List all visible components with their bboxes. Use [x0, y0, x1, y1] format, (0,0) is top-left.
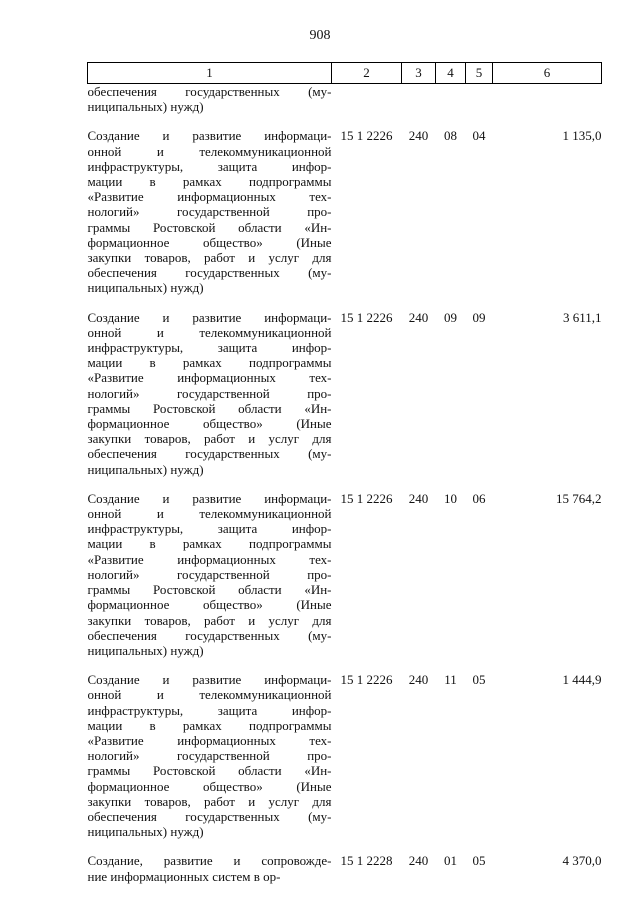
description-line: формационное общество» (Иные: [87, 778, 332, 794]
page-number: 908: [309, 28, 331, 43]
description-line: нологий» государственной про-: [87, 204, 332, 220]
description-line: мации в рамках подпрограммы: [87, 355, 332, 371]
section-code: 08: [444, 128, 457, 144]
target-article-code: 15 1 2226: [340, 672, 393, 688]
section-code: 01: [444, 853, 457, 869]
subsection-code: [466, 84, 493, 115]
description-line: закупки товаров, работ и услуг для: [87, 612, 332, 628]
description-line: Создание, развитие и сопровожде-: [87, 853, 332, 869]
table-row: [88, 84, 602, 115]
description-line: граммы Ростовской области «Ин-: [87, 219, 332, 235]
description-line: нологий» государственной про-: [87, 385, 332, 401]
description-line: граммы Ростовской области «Ин-: [87, 763, 332, 779]
description-line: закупки товаров, работ и услуг для: [87, 431, 332, 447]
subsection-code: 06: [472, 490, 486, 506]
description-line: ниципальных) нужд): [87, 824, 204, 840]
description-line: Создание и развитие информаци-: [87, 128, 332, 144]
description-line: онной и телекоммуникационной: [87, 506, 332, 522]
header-col-4: 4: [436, 63, 466, 84]
amount-value: 15 764,2: [556, 490, 602, 506]
header-col-5: 5: [466, 63, 493, 84]
subsection-code: 04: [472, 128, 486, 144]
description-line: онной и телекоммуникационной: [87, 687, 332, 703]
amount-value: [493, 84, 602, 115]
description-line: обеспечения государственных (му-: [87, 808, 332, 824]
description-line: формационное общество» (Иные: [87, 416, 332, 432]
section-code: [436, 84, 466, 115]
header-col-1: 1: [88, 63, 332, 84]
description-line: онной и телекоммуникационной: [87, 143, 332, 159]
description-line: ние информационных систем в ор-: [87, 868, 281, 884]
description-line: инфраструктуры, защита инфор-: [87, 702, 332, 718]
description-line: нологий» государственной про-: [87, 566, 332, 582]
description-line: мации в рамках подпрограммы: [87, 717, 332, 733]
description-line: «Развитие информационных тех-: [87, 189, 332, 205]
description-line: формационное общество» (Иные: [87, 597, 332, 613]
row-description: [88, 658, 332, 839]
description-line: обеспечения государственных (му-: [87, 446, 332, 462]
section-code: 09: [444, 309, 457, 325]
expense-type-code: 240: [408, 128, 429, 144]
target-article-code: [332, 84, 402, 115]
description-line: Создание и развитие информаци-: [87, 490, 332, 506]
description-line: мации в рамках подпрограммы: [87, 174, 332, 190]
description-line: обеспечения государственных (му-: [87, 84, 332, 99]
header-col-2: 2: [332, 63, 402, 84]
target-article-code: 15 1 2226: [340, 490, 393, 506]
description-line: ниципальных) нужд): [87, 99, 204, 115]
description-line: граммы Ростовской области «Ин-: [87, 400, 332, 416]
table-row: [88, 477, 602, 658]
description-line: нологий» государственной про-: [87, 748, 332, 764]
table-row: [88, 296, 602, 477]
description-line: онной и телекоммуникационной: [87, 324, 332, 340]
expense-type-code: [402, 84, 436, 115]
expense-type-code: 240: [408, 309, 429, 325]
description-line: «Развитие информационных тех-: [87, 732, 332, 748]
subsection-code: 05: [472, 853, 486, 869]
expense-type-code: 240: [408, 672, 429, 688]
target-article-code: 15 1 2228: [340, 853, 393, 869]
header-col-6: 6: [493, 63, 602, 84]
section-code: 10: [444, 490, 457, 506]
description-line: обеспечения государственных (му-: [87, 627, 332, 643]
table-row: [88, 658, 602, 839]
target-article-code: 15 1 2226: [340, 309, 393, 325]
description-line: Создание и развитие информаци-: [87, 309, 332, 325]
header-row: [88, 63, 602, 84]
description-line: Создание и развитие информаци-: [87, 672, 332, 688]
amount-value: 1 135,0: [562, 128, 602, 144]
description-line: обеспечения государственных (му-: [87, 265, 332, 281]
description-line: мации в рамках подпрограммы: [87, 536, 332, 552]
row-description: [88, 839, 332, 883]
row-description: [88, 477, 332, 658]
description-line: «Развитие информационных тех-: [87, 370, 332, 386]
target-article-code: 15 1 2226: [340, 128, 393, 144]
description-line: инфраструктуры, защита инфор-: [87, 158, 332, 174]
expense-type-code: 240: [408, 853, 429, 869]
row-description: [88, 114, 332, 295]
row-description: [88, 296, 332, 477]
table-row: [88, 114, 602, 295]
header-col-3: 3: [402, 63, 436, 84]
description-line: закупки товаров, работ и услуг для: [87, 793, 332, 809]
description-line: инфраструктуры, защита инфор-: [87, 340, 332, 356]
amount-value: 1 444,9: [562, 672, 602, 688]
subsection-code: 09: [472, 309, 486, 325]
amount-value: 3 611,1: [562, 309, 602, 325]
description-line: инфраструктуры, защита инфор-: [87, 521, 332, 537]
budget-table: [87, 62, 602, 884]
description-line: ниципальных) нужд): [87, 461, 204, 477]
description-line: ниципальных) нужд): [87, 280, 204, 296]
row-description: [88, 84, 332, 115]
description-line: формационное общество» (Иные: [87, 234, 332, 250]
description-line: ниципальных) нужд): [87, 642, 204, 658]
description-line: «Развитие информационных тех-: [87, 551, 332, 567]
section-code: 11: [444, 672, 457, 688]
subsection-code: 05: [472, 672, 486, 688]
description-line: закупки товаров, работ и услуг для: [87, 250, 332, 266]
description-line: граммы Ростовской области «Ин-: [87, 582, 332, 598]
table-body: [88, 84, 602, 884]
amount-value: 4 370,0: [562, 853, 602, 869]
table-row: [88, 839, 602, 883]
expense-type-code: 240: [408, 490, 429, 506]
